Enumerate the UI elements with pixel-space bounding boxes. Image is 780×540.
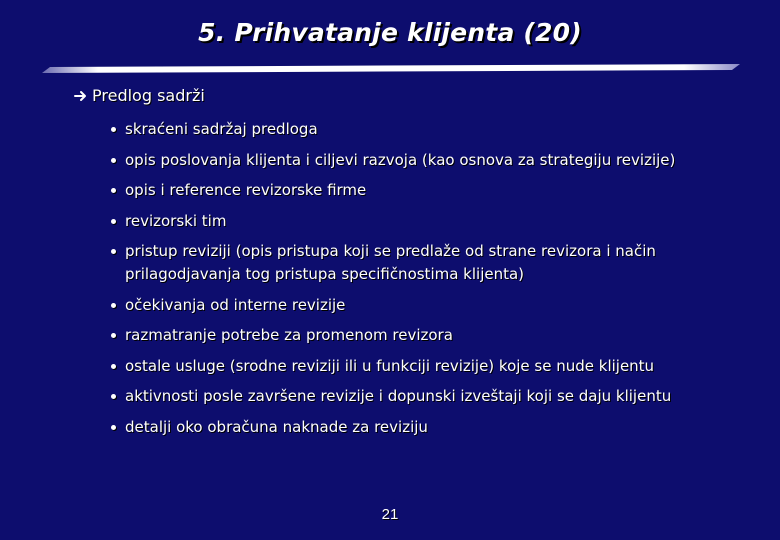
bullet-icon: [111, 249, 116, 254]
list-item: [108, 118, 738, 141]
list-item: [108, 210, 738, 233]
list-item: [108, 324, 738, 347]
bullet-icon: [111, 333, 116, 338]
list-item: [108, 179, 738, 202]
list-item-text: očekivanja od interne revizije: [125, 295, 346, 314]
list-item-text: skraćeni sadržaj predloga: [125, 120, 318, 138]
bullet-icon: [111, 303, 116, 308]
title-divider: [42, 64, 740, 73]
list-item-text: opis i reference revizorske firme: [125, 181, 367, 199]
page-number: 21: [381, 506, 399, 523]
list-item: [108, 355, 738, 378]
list-item-text: aktivnosti posle završene revizije i dopunski izveštaji koji se daju klijentu: [125, 387, 672, 405]
bullet-icon: [111, 127, 116, 132]
list-item-text: ostale usluge (srodne reviziji ili u funkciji revizije) koje se nude klijentu: [125, 356, 655, 375]
bullet-icon: [111, 364, 116, 369]
list-item: [108, 416, 738, 439]
list-item-text: pristup reviziji (opis pristupa koji se predlaže od strane revizora i način prilagodjavanja tog pristupa specifičnostima klijenta): [125, 242, 656, 283]
list-item: [108, 149, 738, 172]
list-item-text: razmatranje potrebe za promenom revizora: [125, 326, 453, 344]
bullet-list: [108, 118, 738, 446]
bullet-icon: [111, 188, 116, 193]
slide-title: 5. Prihvatanje klijenta (20): [198, 18, 582, 47]
bullet-icon: [111, 219, 116, 224]
list-item-text: detalji oko obračuna naknade za reviziju: [125, 417, 428, 436]
list-item: [108, 240, 738, 286]
right-arrow-icon: [74, 89, 88, 103]
list-item: [108, 294, 738, 317]
section-heading-label: Predlog sadrži: [92, 86, 205, 105]
bullet-icon: [111, 158, 116, 163]
list-item-text: revizorski tim: [125, 211, 227, 230]
list-item: [108, 385, 738, 408]
list-item-text: opis poslovanja klijenta i ciljevi razvoja (kao osnova za strategiju revizije): [125, 150, 676, 169]
bullet-icon: [111, 425, 116, 430]
section-heading: [74, 86, 205, 105]
bullet-icon: [111, 394, 116, 399]
